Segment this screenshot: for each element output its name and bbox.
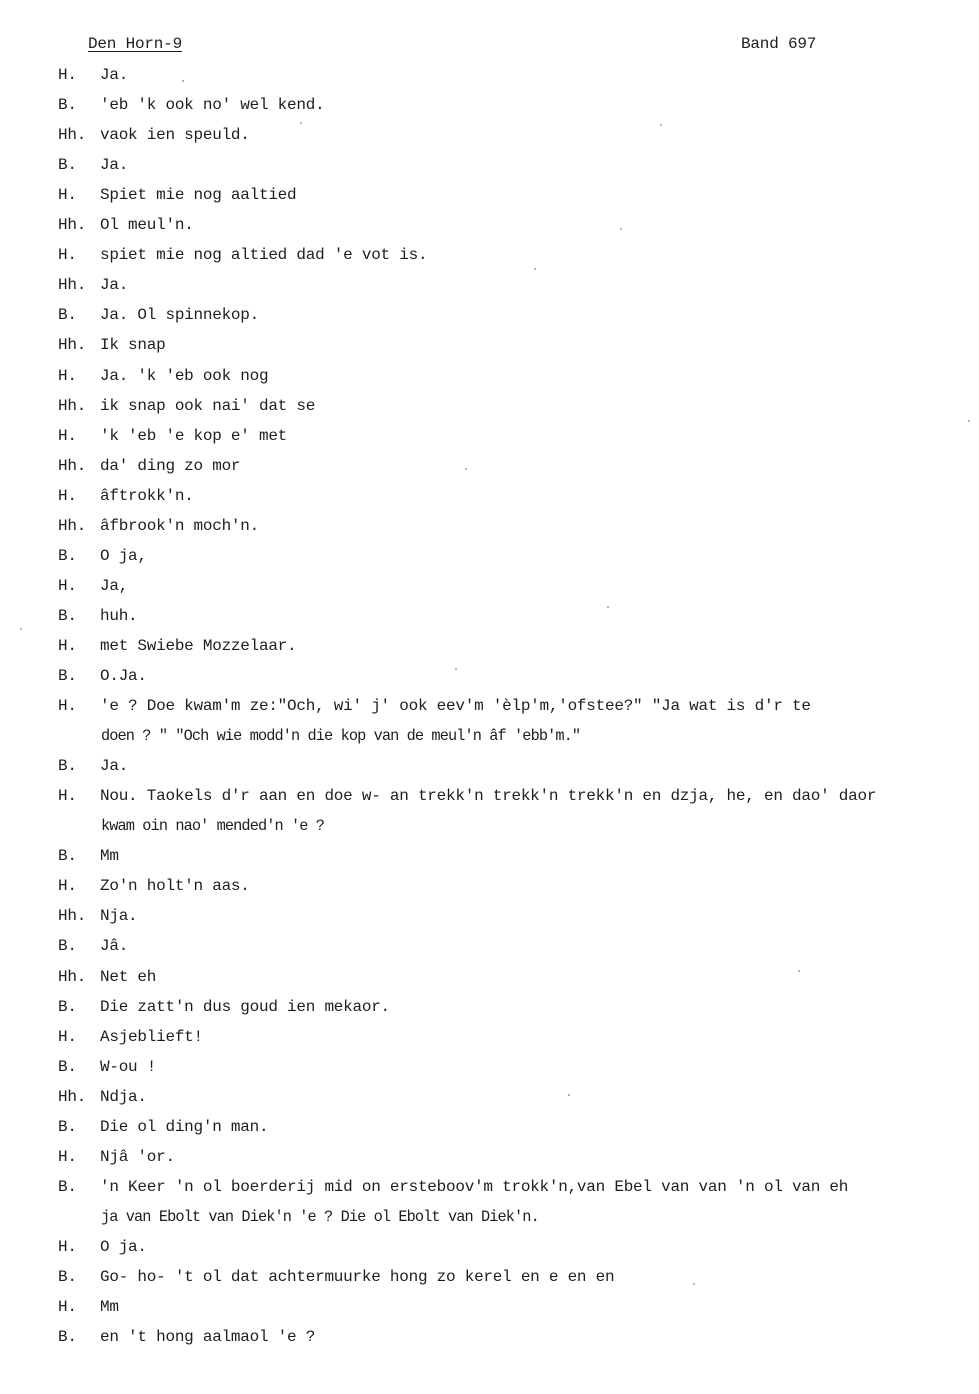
speaker-label: B. [58,1268,77,1286]
scan-speck [607,606,609,608]
transcript-line [58,516,973,546]
utterance-text: O.Ja. [100,667,147,685]
transcript-line [58,1327,973,1357]
transcript-line [58,1057,973,1087]
utterance-text: Jâ. [100,937,129,955]
utterance-text: Ja. 'k 'eb ook nog [100,367,269,385]
transcript-line [58,756,973,786]
utterance-text: âfbrook'n moch'n. [100,517,259,535]
utterance-text: Ja. [100,276,129,294]
transcript-line [58,185,973,215]
transcript-line [58,275,973,305]
transcript-line [58,936,973,966]
utterance-text: Asjeblieft! [100,1028,203,1046]
utterance-text: Go- ho- 't ol dat achtermuurke hong zo kerel en e en en [100,1268,615,1286]
transcript-line [58,1237,973,1267]
speaker-label: Hh. [58,457,87,475]
speaker-label: H. [58,427,77,445]
utterance-text: da' ding zo mor [100,457,241,475]
utterance-text: huh. [100,607,138,625]
utterance-text: Spiet mie nog aaltied [100,186,297,204]
speaker-label: H. [58,487,77,505]
speaker-label: H. [58,877,77,895]
transcript-line [58,576,973,606]
transcript-line [58,1147,973,1177]
transcript-line [58,155,973,185]
utterance-text: ja van Ebolt van Diek'n 'e ? Die ol Ebolt van Diek'n. [101,1208,539,1226]
transcript-line [58,1297,973,1327]
speaker-label: B. [58,1118,77,1136]
transcript-line [58,546,973,576]
speaker-label: H. [58,697,77,715]
scan-speck [620,228,622,230]
header-band-number: Band 697 [741,35,817,53]
speaker-label: B. [58,547,77,565]
speaker-label: H. [58,1298,77,1316]
scan-speck [968,420,970,422]
speaker-label: B. [58,1058,77,1076]
utterance-text: Ol meul'n. [100,216,194,234]
transcript-line [58,1117,973,1147]
utterance-text: Die zatt'n dus goud ien mekaor. [100,998,390,1016]
speaker-label: Hh. [58,517,87,535]
utterance-text: Nou. Taokels d'r aan en doe w- an trekk'n trekk'n trekk'n en dzja, he, en dao' daor [100,787,877,805]
scan-speck [693,1283,695,1285]
utterance-text: spiet mie nog altied dad 'e vot is. [100,246,428,264]
utterance-text: O ja. [100,1238,147,1256]
speaker-label: Hh. [58,276,87,294]
utterance-text: doen ? " "Och wie modd'n die kop van de meul'n âf 'ebb'm." [101,727,581,745]
speaker-label: H. [58,246,77,264]
speaker-label: H. [58,577,77,595]
utterance-text: Mm [100,1298,119,1316]
transcript-line [58,486,973,516]
transcript-line [58,426,973,456]
utterance-text: Net eh [100,968,157,986]
utterance-text: Ja. Ol spinnekop. [100,306,259,324]
speaker-label: B. [58,847,77,865]
transcript-line [58,846,973,876]
transcript-line-continuation [101,816,979,846]
speaker-label: H. [58,787,77,805]
utterance-text: 'n Keer 'n ol boerderij mid on ersteboov'm trokk'n,van Ebel van van 'n ol van eh [100,1178,849,1196]
speaker-label: H. [58,186,77,204]
transcript-line [58,666,973,696]
utterance-text: Ja. [100,757,129,775]
utterance-text: Ja. [100,156,129,174]
transcript-line [58,696,973,726]
speaker-label: H. [58,66,77,84]
transcript-line [58,396,973,426]
transcript-line [58,95,973,125]
transcript-line [58,997,973,1027]
speaker-label: B. [58,96,77,114]
transcript-line [58,1177,973,1207]
utterance-text: vaok ien speuld. [100,126,250,144]
utterance-text: Ja. [100,66,129,84]
utterance-text: Ja, [100,577,129,595]
speaker-label: H. [58,1238,77,1256]
transcript-line [58,1087,973,1117]
speaker-label: H. [58,367,77,385]
utterance-text: Zo'n holt'n aas. [100,877,250,895]
scan-speck [534,268,536,270]
scan-speck [660,124,662,126]
utterance-text: 'k 'eb 'e kop e' met [100,427,288,445]
scan-speck [798,970,800,972]
utterance-text: met Swiebe Mozzelaar. [100,637,297,655]
transcript-line [58,245,973,275]
speaker-label: B. [58,998,77,1016]
speaker-label: Hh. [58,216,87,234]
utterance-text: Die ol ding'n man. [100,1118,269,1136]
utterance-text: Ndja. [100,1088,147,1106]
transcript-line [58,636,973,666]
transcript-line [58,786,973,816]
transcript-line [58,65,973,95]
transcript-line [58,456,973,486]
header-title: Den Horn-9 [88,35,183,53]
speaker-label: B. [58,306,77,324]
speaker-label: B. [58,1328,77,1346]
transcript-line-continuation [101,1207,979,1237]
speaker-label: Hh. [58,907,87,925]
speaker-label: Hh. [58,126,87,144]
transcript-line [58,305,973,335]
utterance-text: 'eb 'k ook no' wel kend. [100,96,325,114]
speaker-label: B. [58,757,77,775]
utterance-text: Nja. [100,907,138,925]
transcript-line [58,606,973,636]
transcript-line [58,335,973,365]
speaker-label: B. [58,937,77,955]
transcript-line [58,366,973,396]
transcript-line [58,125,973,155]
scan-speck [455,668,457,670]
speaker-label: Hh. [58,397,87,415]
utterance-text: ik snap ook nai' dat se [100,397,316,415]
transcript-line [58,906,973,936]
utterance-text: Mm [100,847,119,865]
speaker-label: Hh. [58,1088,87,1106]
transcript-line-continuation [101,726,979,756]
scan-speck [300,122,302,124]
utterance-text: kwam oin nao' mended'n 'e ? [101,817,325,835]
scan-speck [182,80,184,82]
scan-speck [20,628,22,630]
speaker-label: B. [58,156,77,174]
speaker-label: H. [58,637,77,655]
scan-speck [568,1094,570,1096]
transcript-line [58,967,973,997]
speaker-label: B. [58,607,77,625]
speaker-label: B. [58,667,77,685]
utterance-text: Njâ 'or. [100,1148,175,1166]
speaker-label: B. [58,1178,77,1196]
utterance-text: O ja, [100,547,147,565]
utterance-text: en 't hong aalmaol 'e ? [100,1328,316,1346]
scan-speck [465,468,467,470]
utterance-text: âftrokk'n. [100,487,194,505]
utterance-text: W-ou ! [100,1058,157,1076]
transcript-line [58,876,973,906]
transcript-line [58,215,973,245]
utterance-text: 'e ? Doe kwam'm ze:"Och, wi' j' ook eev'm 'èlp'm,'ofstee?" "Ja wat is d'r te [100,697,811,715]
speaker-label: H. [58,1148,77,1166]
utterance-text: Ik snap [100,336,166,354]
transcript-line [58,1027,973,1057]
speaker-label: Hh. [58,968,87,986]
speaker-label: Hh. [58,336,87,354]
transcript-line [58,1267,973,1297]
speaker-label: H. [58,1028,77,1046]
